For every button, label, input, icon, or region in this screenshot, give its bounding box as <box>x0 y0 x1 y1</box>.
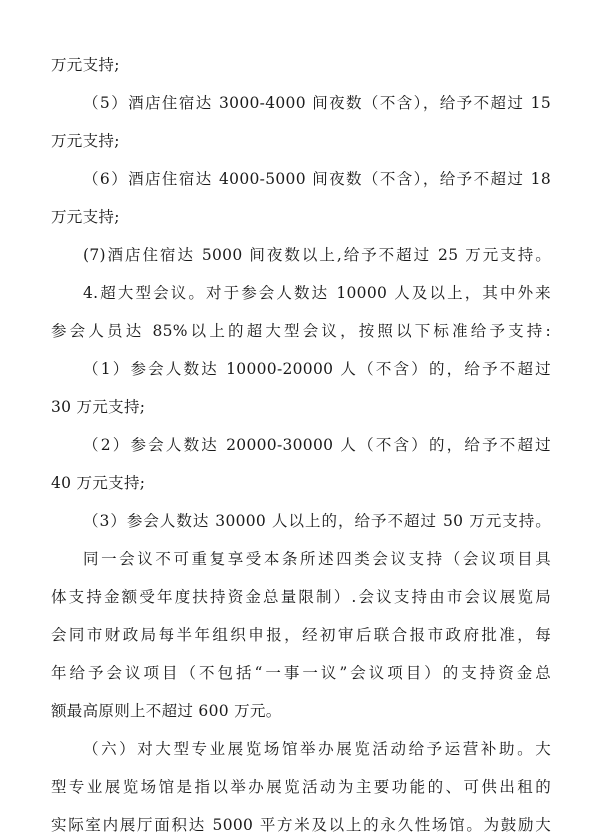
text-line: 40 万元支持; <box>51 474 146 492</box>
text-line: （1）参会人数达 10000-20000 人（不含）的，给予不超过 <box>83 360 551 378</box>
text-line: 额最高原则上不超过 600 万元。 <box>51 702 282 720</box>
text-line: 万元支持; <box>51 208 120 226</box>
text-line: （六）对大型专业展览场馆举办展览活动给予运营补助。大 <box>83 740 551 758</box>
text-line: 4.超大型会议。对于参会人数达 10000 人及以上，其中外来 <box>83 284 551 302</box>
text-line: 参会人员达 85%以上的超大型会议，按照以下标准给予支持: <box>51 322 551 340</box>
text-line: （2）参会人数达 20000-30000 人（不含）的，给予不超过 <box>83 436 551 454</box>
text-line: （3）参会人数达 30000 人以上的，给予不超过 50 万元支持。 <box>83 512 551 530</box>
text-line: 实际室内展厅面积达 5000 平方米及以上的永久性场馆。为鼓励大 <box>51 816 551 834</box>
text-line: 会同市财政局每半年组织申报，经初审后联合报市政府批准，每 <box>51 626 551 644</box>
text-line: 万元支持; <box>51 56 120 74</box>
text-line: 年给予会议项目（不包括“一事一议”会议项目）的支持资金总 <box>51 664 551 682</box>
text-line: 万元支持; <box>51 132 120 150</box>
text-line: 体支持金额受年度扶持资金总量限制）.会议支持由市会议展览局 <box>51 588 551 606</box>
text-line: (7)酒店住宿达 5000 间夜数以上,给予不超过 25 万元支持。 <box>83 246 551 264</box>
text-line: 30 万元支持; <box>51 398 146 416</box>
text-line: 同一会议不可重复享受本条所述四类会议支持（会议项目具 <box>83 550 551 568</box>
text-line: （5）酒店住宿达 3000-4000 间夜数（不含），给予不超过 15 <box>83 94 551 112</box>
text-line: （6）酒店住宿达 4000-5000 间夜数（不含），给予不超过 18 <box>83 170 551 188</box>
text-line: 型专业展览场馆是指以举办展览活动为主要功能的、可供出租的 <box>51 778 551 796</box>
